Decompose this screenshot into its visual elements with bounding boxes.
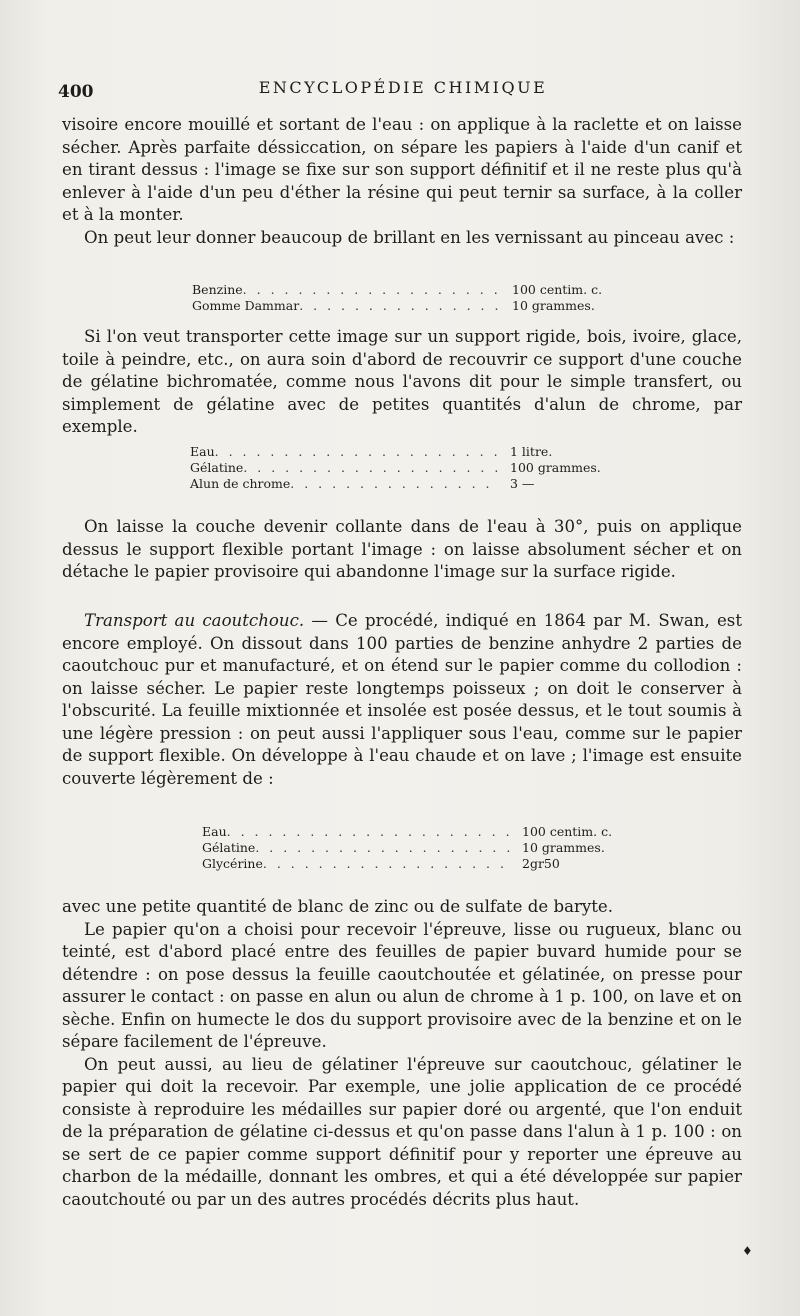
recipe-row bbox=[192, 282, 632, 298]
recipe-row bbox=[192, 298, 632, 314]
paragraph-continuation: visoire encore mouillé et sortant de l'eau : on applique à la raclette et on laisse sécher. Après parfaite déssiccation, on sépare les papiers à l'aide d'un canif et en tirant dessus : l'image se fixe sur son support définitif et il ne reste plus qu'à enlever à l'aide d'un peu d'éther la résine qui peut ternir sa surface, à la coller et à la monter. bbox=[62, 115, 742, 224]
paragraph-papier: Le papier qu'on a choisi pour recevoir l'épreuve, lisse ou rugueux, blanc ou teinté, est d'abord placé entre des feuilles de papier buvard humide pour se détendre : on pose dessus la feuille caoutchoutée et gélatinée, on presse pour assurer le contact : on passe en alun ou alun de chrome à 1 p. 100, on lave et on sèche. Enfin on humecte le dos du support provisoire avec de la benzine et on le sépare facilement de l'épreuve. bbox=[62, 919, 742, 1051]
ingredient-quantity: 1 litre. bbox=[510, 444, 553, 459]
text-block-1 bbox=[62, 114, 742, 249]
leader-dots bbox=[215, 444, 500, 460]
paragraph-varnish-intro: On peut leur donner beaucoup de brillant en les vernissant au pinceau avec : bbox=[84, 227, 735, 247]
leader-dots bbox=[243, 460, 500, 476]
text-block-5 bbox=[62, 896, 742, 1211]
paragraph-caoutchouc bbox=[62, 610, 742, 790]
ingredient-name: Benzine bbox=[192, 282, 243, 297]
recipe-gelatine bbox=[190, 444, 630, 492]
text-block-4 bbox=[62, 610, 742, 790]
ingredient-quantity: 100 centim. c. bbox=[522, 824, 613, 839]
running-title: ENCYCLOPÉDIE CHIMIQUE bbox=[258, 78, 548, 97]
leader-dots bbox=[255, 840, 512, 856]
paragraph-rigid-support: Si l'on veut transporter cette image sur un support rigide, bois, ivoire, glace, toile à peindre, etc., on aura soin d'abord de recouvrir ce support d'une couche de gélatine bichromatée, comme nous l'avons dit pour le simple transfert, ou simplement de gélatine avec de petites quantités d'alun de chrome, par exemple. bbox=[62, 327, 742, 436]
paragraph-zinc: avec une petite quantité de blanc de zinc ou de sulfate de baryte. bbox=[62, 897, 614, 916]
recipe-row bbox=[202, 824, 642, 840]
ingredient-quantity: 10 grammes. bbox=[512, 298, 595, 313]
ingredient-name: Glycérine bbox=[202, 856, 263, 871]
ingredient-name: Eau bbox=[190, 444, 215, 459]
section-title: Transport au caoutchouc. bbox=[84, 611, 305, 630]
ingredient-quantity: 10 grammes. bbox=[522, 840, 605, 855]
ingredient-quantity: 3 — bbox=[510, 476, 535, 491]
leader-dots bbox=[263, 856, 512, 872]
ornament-mark: ♦ bbox=[742, 1244, 753, 1258]
recipe-row bbox=[190, 460, 630, 476]
ingredient-quantity: 100 centim. c. bbox=[512, 282, 603, 297]
leader-dots bbox=[243, 282, 502, 298]
recipe-coating bbox=[202, 824, 642, 872]
section-text: — Ce procédé, indiqué en 1864 par M. Swan, est encore employé. On dissout dans 100 parties de benzine anhydre 2 parties de caoutchouc pur et manufacturé, et on étend sur le papier comme du collodion : on laisse sécher. Le papier reste longtemps poisseux ; on doit le conserver à l'obscurité. La feuille mixtionnée et insolée est posée dessus, et le tout soumis à une légère pression : on peut aussi l'appliquer sous l'eau, comme sur le papier de support flexible. On développe à l'eau chaude et on lave ; l'image est ensuite couverte légèrement de : bbox=[62, 611, 742, 788]
recipe-row bbox=[190, 444, 630, 460]
page-number: 400 bbox=[58, 82, 94, 102]
paragraph-collant: On laisse la couche devenir collante dans de l'eau à 30°, puis on applique dessus le support flexible portant l'image : on laisse absolument sécher et on détache le papier provisoire qui abandonne l'image sur la surface rigide. bbox=[62, 517, 742, 581]
ingredient-name: Gélatine bbox=[190, 460, 244, 475]
ingredient-quantity: 100 grammes. bbox=[510, 460, 601, 475]
ingredient-name: Eau bbox=[202, 824, 227, 839]
leader-dots bbox=[299, 298, 502, 314]
leader-dots bbox=[290, 476, 500, 492]
ingredient-quantity: 2gr50 bbox=[522, 856, 560, 871]
ingredient-name: Gélatine bbox=[202, 840, 256, 855]
page-header bbox=[58, 78, 748, 104]
paragraph-medailles: On peut aussi, au lieu de gélatiner l'épreuve sur caoutchouc, gélatiner le papier qui doit la recevoir. Par exemple, une jolie application de ce procédé consiste à reproduire les médailles sur papier doré ou argenté, que l'on enduit de la préparation de gélatine ci-dessus et qu'on passe dans l'alun à 1 p. 100 : on se sert de ce papier comme support définitif pour y reporter une épreuve au charbon de la médaille, donnant les ombres, et qui a été développée sur papier caoutchouté ou par un des autres procédés décrits plus haut. bbox=[62, 1054, 742, 1209]
ingredient-name: Gomme Dammar bbox=[192, 298, 300, 313]
recipe-varnish bbox=[192, 282, 632, 314]
ingredient-name: Alun de chrome bbox=[190, 476, 291, 491]
text-block-3 bbox=[62, 516, 742, 584]
recipe-row bbox=[202, 856, 642, 872]
leader-dots bbox=[227, 824, 512, 840]
recipe-row bbox=[202, 840, 642, 856]
recipe-row bbox=[190, 476, 630, 492]
text-block-2 bbox=[62, 326, 742, 439]
